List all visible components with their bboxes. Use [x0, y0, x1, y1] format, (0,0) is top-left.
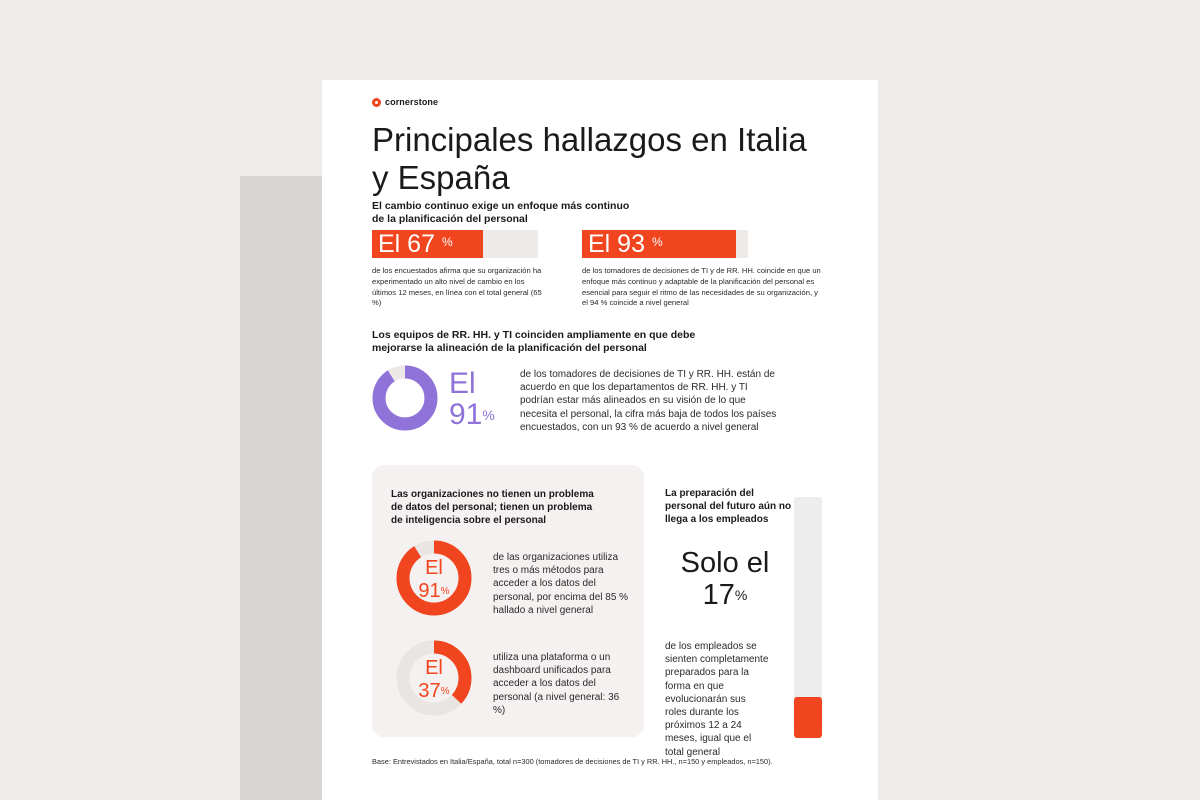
vertical-progress-fill	[794, 697, 822, 738]
stat-bar-67	[372, 230, 538, 258]
stat-67-desc: de los encuestados afirma que su organización ha experimentado un alto nivel de cambio en los últimos 12 meses, en línea con el total general (65 %)	[372, 266, 542, 308]
page-title: Principales hallazgos en Italia y España	[372, 121, 807, 196]
section3-heading: La preparación del personal del futuro aún no llega a los empleados	[665, 488, 792, 525]
data-card	[372, 465, 644, 737]
section1-heading: El cambio continuo exige un enfoque más continuo de la planificación del personal	[372, 200, 630, 225]
donut-91-purple	[372, 365, 438, 431]
card-heading: Las organizaciones no tienen un problema de datos del personal; tienen un problema de inteligencia sobre el personal	[391, 489, 594, 526]
vertical-progress-bar	[794, 497, 822, 738]
donut-91-label: El 91%	[418, 557, 450, 602]
logo-text: cornerstone	[385, 97, 439, 107]
section2-heading: Los equipos de RR. HH. y TI coinciden ampliamente en que debe mejorarse la alineación de la planificación del personal	[372, 329, 696, 354]
section2-desc: de los tomadores de decisiones de TI y RR. HH. están de acuerdo en que los departamentos de RR. HH. y TI podrían estar más alineados en su visión de lo que necesita el personal, la cifra más baja de todos los países encuestados, con un 93 % de acuerdo a nivel general	[520, 369, 777, 433]
purple-stat: El 91%	[449, 367, 495, 431]
stat-bar-label: El 93 %	[588, 230, 663, 258]
card-item1-desc: de las organizaciones utiliza tres o más métodos para acceder a los datos del personal, por encima del 85 % hallado a nivel general	[493, 552, 629, 616]
document-page	[322, 80, 878, 800]
donut-37-label: El 37%	[418, 657, 450, 702]
stat-bar-label: El 67 %	[378, 230, 453, 258]
stat-bar-93	[582, 230, 748, 258]
stat-93-desc: de los tomadores de decisiones de TI y de RR. HH. coincide en que un enfoque más continuo y adaptable de la planificación del personal es esencial para seguir el ritmo de las necesidades de su organización, y el 94 % coincide a nivel general	[582, 266, 821, 308]
cornerstone-logo-icon	[372, 98, 381, 107]
brand-logo	[372, 97, 438, 107]
card-item2-desc: utiliza una plataforma o un dashboard unificados para acceder a los datos del personal (a nivel general: 36 %)	[493, 652, 620, 716]
solo-stat: Solo el 17%	[680, 547, 770, 611]
section3-desc: de los empleados se sienten completamente preparados para la forma en que evolucionarán sus roles durante los próximos 12 a 24 meses, igual que el total general	[665, 641, 769, 758]
footnote: Base: Entrevistados en Italia/España, total n=300 (tomadores de decisiones de TI y RR. HH., n=150 y empleados, n=150).	[372, 757, 773, 766]
